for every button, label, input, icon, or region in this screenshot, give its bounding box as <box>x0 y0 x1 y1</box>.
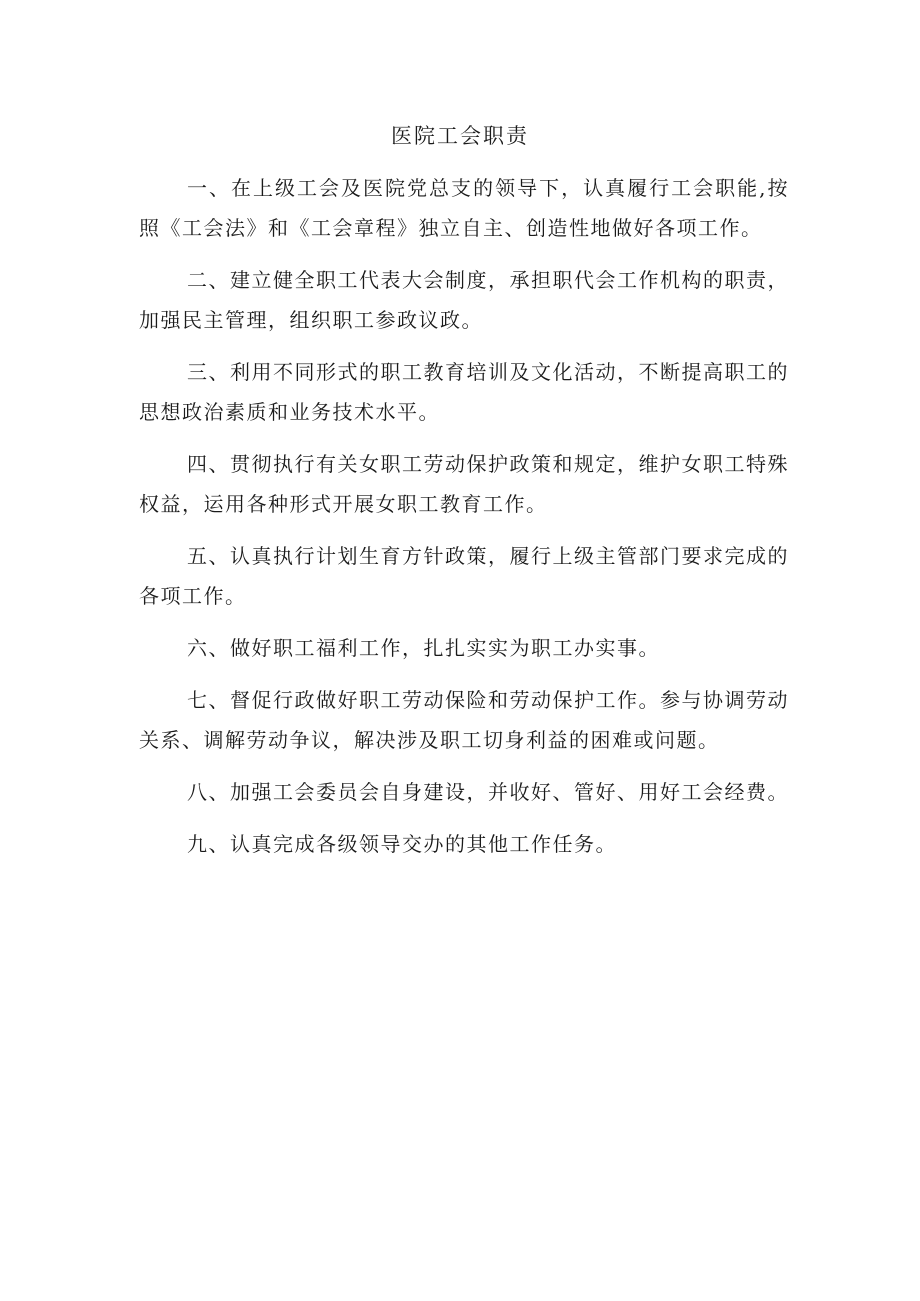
duty-paragraph-1: 一、在上级工会及医院党总支的领导下，认真履行工会职能,按照《工会法》和《工会章程》独立自主、创造性地做好各项工作。 <box>139 176 789 240</box>
duty-paragraph-8: 八、加强工会委员会自身建设，并收好、管好、用好工会经费。 <box>187 780 789 804</box>
duty-paragraph-6: 六、做好职工福利工作，扎扎实实为职工办实事。 <box>187 636 660 660</box>
duty-paragraph-3: 三、利用不同形式的职工教育培训及文化活动，不断提高职工的思想政治素质和业务技术水平。 <box>139 360 789 424</box>
duty-paragraph-7: 七、督促行政做好职工劳动保险和劳动保护工作。参与协调劳动关系、调解劳动争议，解决涉及职工切身利益的困难或问题。 <box>139 688 789 752</box>
document-title: 医院工会职责 <box>391 124 529 148</box>
document-body <box>139 168 789 876</box>
duty-paragraph-5: 五、认真执行计划生育方针政策，履行上级主管部门要求完成的各项工作。 <box>139 544 789 608</box>
duty-paragraph-9: 九、认真完成各级领导交办的其他工作任务。 <box>187 832 617 856</box>
duty-paragraph-2: 二、建立健全职工代表大会制度，承担职代会工作机构的职责，加强民主管理，组织职工参政议政。 <box>139 268 789 332</box>
duty-paragraph-4: 四、贯彻执行有关女职工劳动保护政策和规定，维护女职工特殊权益，运用各种形式开展女职工教育工作。 <box>139 452 789 516</box>
